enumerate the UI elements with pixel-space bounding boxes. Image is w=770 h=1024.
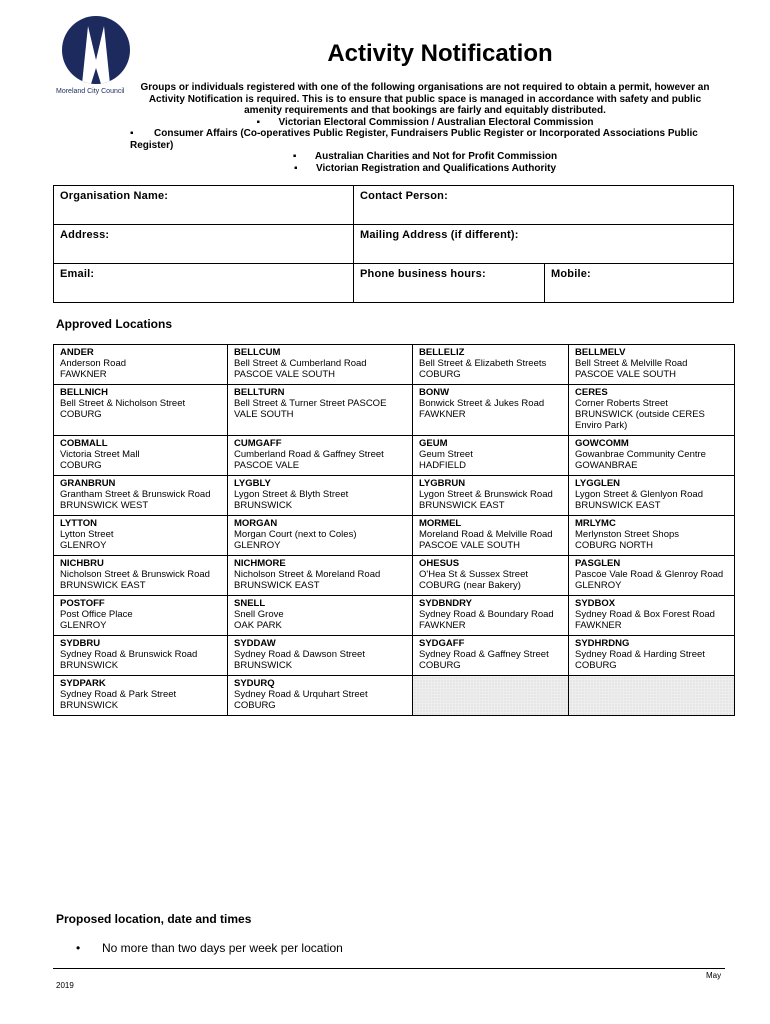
- location-address-line: Lygon Street & Glenlyon Road: [575, 489, 703, 500]
- location-address-line: Sydney Road & Dawson Street: [234, 649, 365, 660]
- location-cell: [54, 436, 228, 476]
- location-address-line: BRUNSWICK: [60, 660, 119, 671]
- contact-person-field[interactable]: Contact Person:: [354, 186, 734, 225]
- location-cell: [228, 436, 413, 476]
- location-code: SYDDAW: [234, 638, 276, 649]
- location-code: LYGGLEN: [575, 478, 621, 489]
- location-cell: [228, 596, 413, 636]
- location-cell: [54, 676, 228, 716]
- location-address-line: Corner Roberts Street BRUNSWICK (outside CERES Enviro Park): [575, 398, 705, 431]
- location-code: GOWCOMM: [575, 438, 629, 449]
- location-row: [54, 636, 735, 676]
- location-cell: [228, 385, 413, 436]
- location-cell: [569, 636, 735, 676]
- location-address-line: Bell Street & Melville Road: [575, 358, 688, 369]
- intro-paragraph: Groups or individuals registered with one of the following organisations are not required to obtain a permit, however an Activity Notification is required. This is to ensure that public space is managed in accordance with safety and public amenity requirements and that bookings are fairly and equitably distributed.: [140, 82, 710, 116]
- location-address-line: Sydney Road & Boundary Road FAWKNER: [419, 609, 554, 631]
- location-address-line: Sydney Road & Park Street: [60, 689, 177, 700]
- location-address-line: COBURG NORTH: [575, 540, 653, 551]
- location-address-line: COBURG: [234, 700, 276, 711]
- location-address-line: Snell Grove: [234, 609, 284, 620]
- location-address-line: COBURG: [60, 460, 102, 471]
- location-address-line: Cumberland Road & Gaffney Street: [234, 449, 384, 460]
- location-code: SYDPARK: [60, 678, 106, 689]
- location-cell: [54, 516, 228, 556]
- location-cell: [413, 476, 569, 516]
- location-address-line: PASCOE VALE SOUTH: [575, 369, 677, 380]
- location-address-line: GLENROY: [60, 540, 107, 551]
- location-code: SYDURQ: [234, 678, 275, 689]
- location-address-line: PASCOE VALE: [234, 460, 300, 471]
- location-cell: [54, 345, 228, 385]
- location-code: SNELL: [234, 598, 266, 609]
- location-code: BELLNICH: [60, 387, 109, 398]
- phone-field[interactable]: Phone business hours:: [354, 264, 545, 303]
- location-row: [54, 556, 735, 596]
- bullet-icon: •: [76, 941, 81, 955]
- location-cell: [569, 596, 735, 636]
- location-cell: [413, 516, 569, 556]
- location-address-line: BRUNSWICK: [60, 700, 119, 711]
- exempt-org-item: ▪ Victorian Electoral Commission / Australian Electoral Commission: [130, 117, 720, 129]
- location-row: [54, 345, 735, 385]
- location-cell: [54, 636, 228, 676]
- exempt-org-item: ▪ Consumer Affairs (Co-operatives Public Register, Fundraisers Public Register or Incorporated Associations Public Register): [130, 128, 720, 151]
- proposed-bullet-text: No more than two days per week per location: [102, 941, 343, 955]
- location-cell: [569, 556, 735, 596]
- exempt-org-item: ▪ Victorian Registration and Qualifications Authority: [130, 163, 720, 175]
- location-cell: [54, 385, 228, 436]
- location-address-line: Bell Street & Nicholson Street: [60, 398, 186, 409]
- location-code: NICHBRU: [60, 558, 104, 569]
- proposed-bullet: [76, 941, 343, 955]
- location-address-line: Gowanbrae Community Centre: [575, 449, 706, 460]
- location-address-line: COBURG: [419, 660, 461, 671]
- mailing-address-field[interactable]: Mailing Address (if different):: [354, 225, 734, 264]
- location-address-line: COBURG (near Bakery): [419, 580, 521, 591]
- location-address-line: BRUNSWICK EAST: [419, 500, 505, 511]
- location-code: OHESUS: [419, 558, 460, 569]
- location-address-line: BRUNSWICK EAST: [234, 580, 320, 591]
- location-code: ANDER: [60, 347, 94, 358]
- location-cell: [569, 476, 735, 516]
- location-cell: [228, 636, 413, 676]
- intro-section: [130, 82, 720, 174]
- location-address-line: Lygon Street & Blyth Street: [234, 489, 349, 500]
- location-address-line: BRUNSWICK: [234, 500, 293, 511]
- location-code: BELLCUM: [234, 347, 281, 358]
- location-code: CERES: [575, 387, 608, 398]
- m-logo-icon: [62, 16, 130, 84]
- location-code: BELLELIZ: [419, 347, 465, 358]
- mobile-field[interactable]: Mobile:: [545, 264, 734, 303]
- location-address-line: Geum Street: [419, 449, 473, 460]
- location-address-line: HADFIELD: [419, 460, 466, 471]
- council-logo-mark: [62, 16, 130, 84]
- location-cell: [413, 636, 569, 676]
- location-code: SYDBRU: [60, 638, 101, 649]
- location-address-line: BRUNSWICK EAST: [575, 500, 661, 511]
- location-address-line: Sydney Road & Box Forest Road FAWKNER: [575, 609, 715, 631]
- location-code: CUMGAFF: [234, 438, 282, 449]
- location-cell: [569, 516, 735, 556]
- location-address-line: Sydney Road & Gaffney Street: [419, 649, 549, 660]
- location-address-line: Bell Street & Cumberland Road: [234, 358, 367, 369]
- location-cell: [569, 385, 735, 436]
- location-code: LYGBLY: [234, 478, 271, 489]
- empty-location-cell: [569, 676, 735, 716]
- location-cell: [54, 556, 228, 596]
- location-code: GRANBRUN: [60, 478, 116, 489]
- location-code: LYGBRUN: [419, 478, 466, 489]
- location-address-line: GLENROY: [234, 540, 281, 551]
- exempt-org-item: ▪ Australian Charities and Not for Profit Commission: [130, 151, 720, 163]
- footer-year: 2019: [56, 981, 74, 990]
- location-cell: [413, 385, 569, 436]
- location-address-line: COBURG: [419, 369, 461, 380]
- logo-caption: Moreland City Council: [56, 88, 125, 95]
- location-code: NICHMORE: [234, 558, 286, 569]
- location-address-line: COBURG: [60, 409, 102, 420]
- location-cell: [413, 596, 569, 636]
- location-row: [54, 596, 735, 636]
- location-code: SYDBNDRY: [419, 598, 472, 609]
- location-row: [54, 476, 735, 516]
- location-code: MORGAN: [234, 518, 278, 529]
- location-code: GEUM: [419, 438, 448, 449]
- location-row: [54, 516, 735, 556]
- location-address-line: Morgan Court (next to Coles): [234, 529, 357, 540]
- location-address-line: Nicholson Street & Moreland Road: [234, 569, 381, 580]
- location-code: MORMEL: [419, 518, 462, 529]
- location-address-line: Bell Street & Elizabeth Streets: [419, 358, 547, 369]
- footer-month: May: [706, 971, 722, 980]
- location-cell: [569, 345, 735, 385]
- exempt-org-list: [130, 117, 720, 175]
- location-address-line: Merlynston Street Shops: [575, 529, 680, 540]
- location-address-line: BRUNSWICK WEST: [60, 500, 149, 511]
- location-cell: [413, 345, 569, 385]
- location-address-line: FAWKNER: [419, 409, 466, 420]
- location-address-line: Pascoe Vale Road & Glenroy Road GLENROY: [575, 569, 724, 591]
- location-address-line: Bonwick Street & Jukes Road: [419, 398, 545, 409]
- location-address-line: Moreland Road & Melville Road: [419, 529, 553, 540]
- location-address-line: Post Office Place: [60, 609, 133, 620]
- approved-locations-table: [53, 344, 735, 716]
- location-address-line: PASCOE VALE SOUTH: [234, 369, 336, 380]
- location-address-line: Sydney Road & Harding Street: [575, 649, 705, 660]
- location-row: [54, 436, 735, 476]
- address-field[interactable]: Address:: [54, 225, 354, 264]
- location-code: POSTOFF: [60, 598, 105, 609]
- location-code: PASGLEN: [575, 558, 621, 569]
- location-row: [54, 385, 735, 436]
- location-code: BONW: [419, 387, 450, 398]
- location-cell: [228, 676, 413, 716]
- location-address-line: Sydney Road & Brunswick Road: [60, 649, 198, 660]
- council-logo: [56, 16, 136, 100]
- location-address-line: Bell Street & Turner Street PASCOE VALE SOUTH: [234, 398, 387, 420]
- locations-body: [54, 345, 735, 716]
- location-cell: [54, 476, 228, 516]
- location-cell: [569, 436, 735, 476]
- location-row: [54, 676, 735, 716]
- organisation-name-field[interactable]: Organisation Name:: [54, 186, 354, 225]
- location-code: BELLTURN: [234, 387, 285, 398]
- location-code: SYDHRDNG: [575, 638, 630, 649]
- location-address-line: Victoria Street Mall: [60, 449, 140, 460]
- location-code: BELLMELV: [575, 347, 626, 358]
- location-address-line: Lytton Street: [60, 529, 114, 540]
- approved-locations-heading: Approved Locations: [56, 317, 173, 331]
- location-address-line: PASCOE VALE SOUTH: [419, 540, 521, 551]
- page-title: Activity Notification: [327, 40, 553, 67]
- email-field[interactable]: Email:: [54, 264, 354, 303]
- location-code: COBMALL: [60, 438, 108, 449]
- location-cell: [228, 345, 413, 385]
- location-address-line: Sydney Road & Urquhart Street: [234, 689, 368, 700]
- location-address-line: GOWANBRAE: [575, 460, 638, 471]
- location-cell: [54, 596, 228, 636]
- location-cell: [228, 556, 413, 596]
- location-address-line: Lygon Street & Brunswick Road: [419, 489, 553, 500]
- footer-divider: [53, 968, 725, 969]
- location-address-line: COBURG: [575, 660, 617, 671]
- location-address-line: BRUNSWICK: [234, 660, 293, 671]
- location-cell: [413, 436, 569, 476]
- location-code: SYDBOX: [575, 598, 616, 609]
- location-address-line: BRUNSWICK EAST: [60, 580, 146, 591]
- location-address-line: OAK PARK: [234, 620, 282, 631]
- location-code: MRLYMC: [575, 518, 616, 529]
- contact-details-table: [53, 185, 734, 303]
- empty-location-cell: [413, 676, 569, 716]
- location-address-line: O'Hea St & Sussex Street: [419, 569, 528, 580]
- location-address-line: FAWKNER: [60, 369, 107, 380]
- location-address-line: Anderson Road: [60, 358, 127, 369]
- location-address-line: Grantham Street & Brunswick Road: [60, 489, 211, 500]
- location-address-line: GLENROY: [60, 620, 107, 631]
- location-cell: [413, 556, 569, 596]
- location-code: LYTTON: [60, 518, 97, 529]
- location-cell: [228, 516, 413, 556]
- location-address-line: Nicholson Street & Brunswick Road: [60, 569, 210, 580]
- location-code: SYDGAFF: [419, 638, 465, 649]
- location-cell: [228, 476, 413, 516]
- proposed-heading: Proposed location, date and times: [56, 912, 252, 926]
